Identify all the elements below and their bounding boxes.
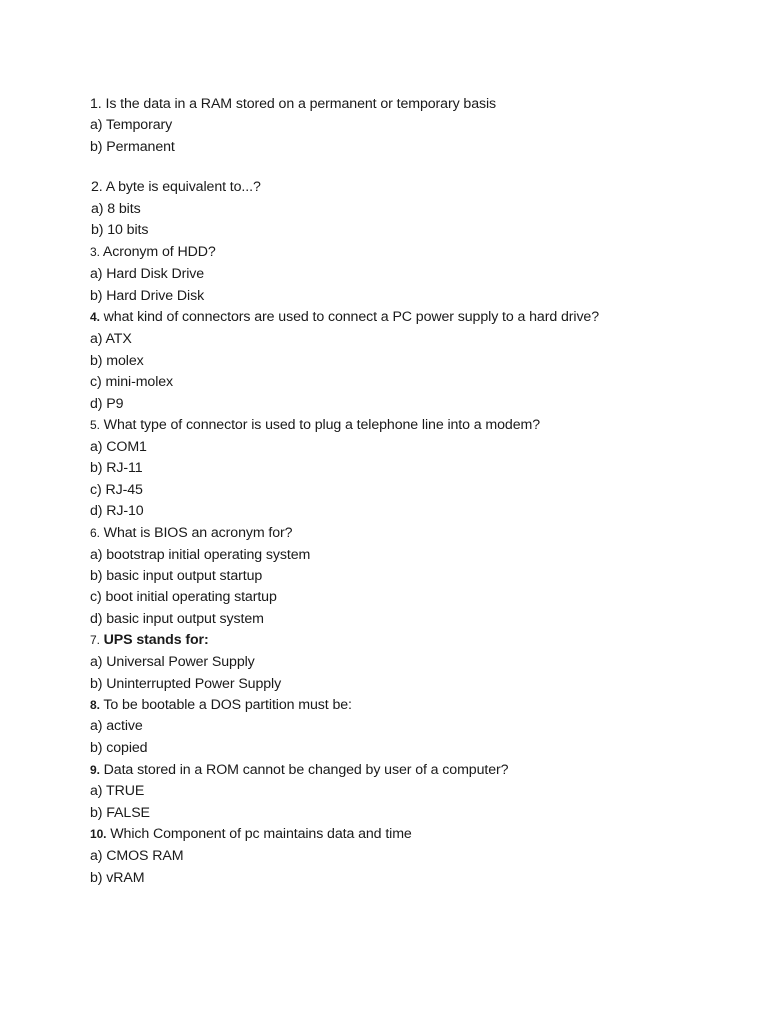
question-6 — [90, 524, 292, 542]
option: a) TRUE — [90, 783, 145, 799]
question-10 — [90, 825, 412, 843]
option: c) boot initial operating startup — [90, 589, 277, 605]
option: b) Uninterrupted Power Supply — [90, 676, 282, 692]
question-number: 10. — [90, 827, 107, 841]
option: b) RJ-11 — [90, 460, 143, 476]
option: b) molex — [90, 353, 144, 369]
option: b) vRAM — [90, 870, 145, 886]
question-number: 3. — [90, 245, 100, 259]
question-5 — [90, 416, 540, 434]
question-7 — [90, 631, 209, 649]
option: b) Hard Drive Disk — [90, 288, 205, 304]
option: a) active — [90, 718, 143, 734]
question-number: 9. — [90, 763, 100, 777]
question-text: Which Component of pc maintains data and time — [110, 826, 412, 842]
question-text: To be bootable a DOS partition must be: — [103, 697, 352, 713]
question-1 — [90, 95, 496, 113]
question-number: 4. — [90, 310, 100, 324]
option: a) COM1 — [90, 439, 147, 455]
option: b) Permanent — [90, 139, 175, 155]
option: b) FALSE — [90, 805, 150, 821]
option: b) 10 bits — [91, 222, 149, 238]
question-4 — [90, 308, 599, 326]
option: a) Universal Power Supply — [90, 654, 255, 670]
option: a) ATX — [90, 331, 132, 347]
question-8 — [90, 696, 352, 714]
option: a) bootstrap initial operating system — [90, 547, 311, 563]
question-number: 2. — [91, 179, 103, 195]
question-text: What is BIOS an acronym for? — [103, 525, 293, 541]
option: a) Temporary — [90, 117, 173, 133]
question-text: UPS stands for: — [103, 632, 209, 648]
question-number: 6. — [90, 526, 100, 540]
option: d) RJ-10 — [90, 503, 144, 519]
question-text: what kind of connectors are used to connect a PC power supply to a hard drive? — [103, 309, 600, 325]
question-2 — [91, 178, 261, 196]
question-text: Is the data in a RAM stored on a permanent or temporary basis — [105, 96, 497, 112]
question-9 — [90, 761, 508, 779]
question-number: 1. — [90, 96, 102, 112]
question-number: 7. — [90, 633, 100, 647]
question-text: A byte is equivalent to...? — [105, 179, 261, 195]
question-number: 8. — [90, 698, 100, 712]
question-number: 5. — [90, 418, 100, 432]
option: b) basic input output startup — [90, 568, 263, 584]
question-text: What type of connector is used to plug a telephone line into a modem? — [103, 417, 540, 433]
option: a) CMOS RAM — [90, 848, 184, 864]
option: b) copied — [90, 740, 148, 756]
option: a) Hard Disk Drive — [90, 266, 205, 282]
option: a) 8 bits — [91, 201, 141, 217]
option: c) RJ-45 — [90, 482, 143, 498]
question-text: Acronym of HDD? — [102, 244, 216, 260]
question-3 — [90, 243, 216, 261]
option: d) basic input output system — [90, 611, 264, 627]
option: c) mini-molex — [90, 374, 174, 390]
question-text: Data stored in a ROM cannot be changed by user of a computer? — [103, 762, 509, 778]
option: d) P9 — [90, 396, 124, 412]
